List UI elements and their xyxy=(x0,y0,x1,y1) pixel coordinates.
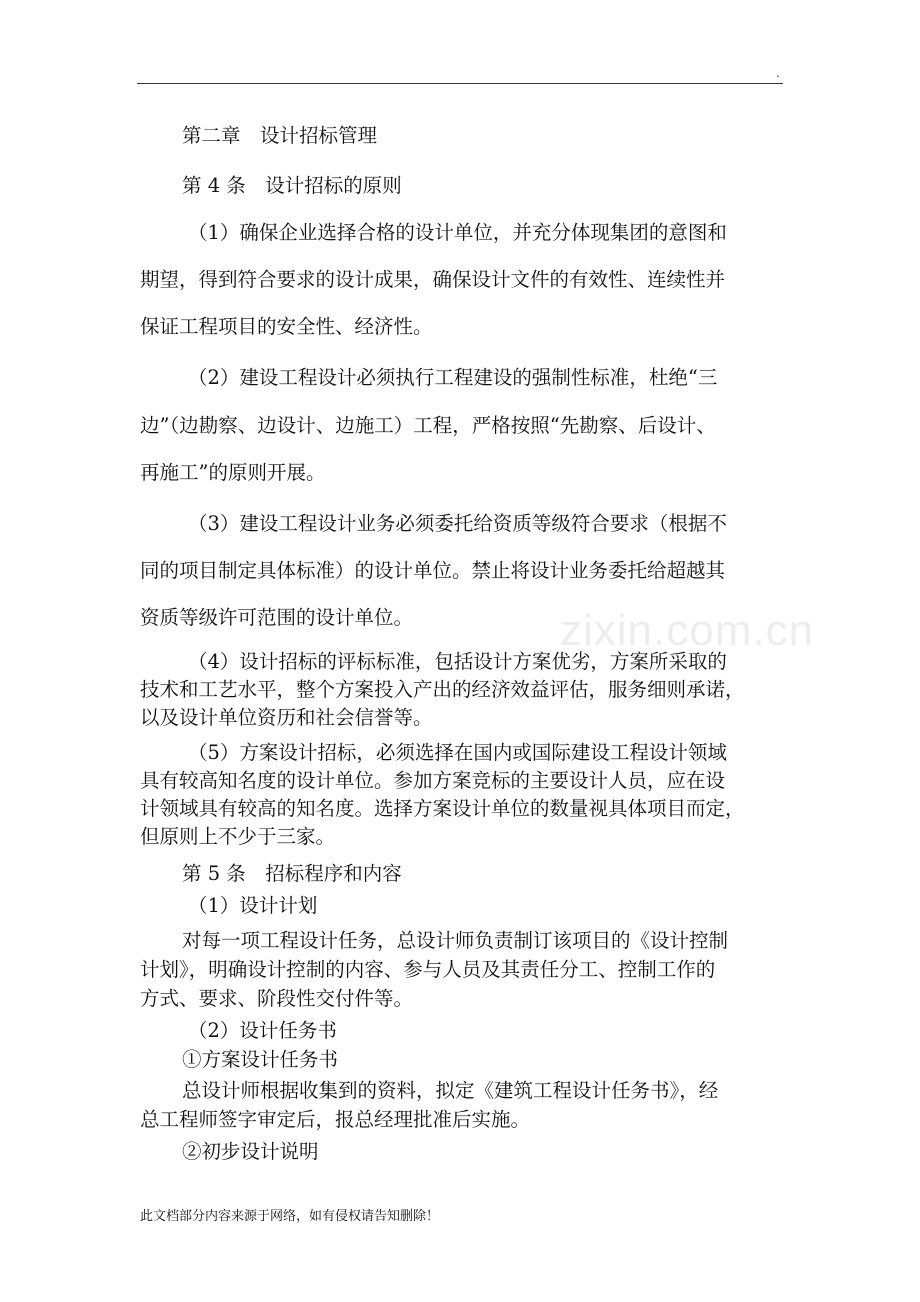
watermark: zixin.com.cn xyxy=(560,606,815,655)
subsection-title: ②初步设计说明 xyxy=(182,1140,319,1163)
paragraph-line: 期望，得到符合要求的设计成果，确保设计文件的有效性、连续性并 xyxy=(140,268,726,291)
paragraph-line: 再施工”的原则开展。 xyxy=(140,461,326,484)
paragraph-line: 同的项目制定具体标准）的设计单位。禁止将设计业务委托给超越其 xyxy=(140,559,726,582)
section-title: （1）设计计划 xyxy=(188,894,318,917)
paragraph-line: 方式、要求、阶段性交付件等。 xyxy=(140,987,414,1010)
section-title: （2）设计任务书 xyxy=(188,1019,337,1042)
paragraph-line: （2）建设工程设计必须执行工程建设的强制性标准，杜绝“三 xyxy=(188,366,718,389)
paragraph-line: 对每一项工程设计任务，总设计师负责制订该项目的《设计控制 xyxy=(182,929,729,952)
paragraph-line: 资质等级许可范围的设计单位。 xyxy=(140,606,414,629)
article-4-title: 第 4 条 设计招标的原则 xyxy=(182,174,402,197)
header-dot: . xyxy=(776,66,780,80)
paragraph-line: （1）确保企业选择合格的设计单位，并充分体现集团的意图和 xyxy=(188,221,727,244)
paragraph-line: 总工程师签字审定后，报总经理批准后实施。 xyxy=(140,1108,531,1131)
footer-notice: 此文档部分内容来源于网络，如有侵权请告知删除！ xyxy=(140,1209,440,1224)
header-rule xyxy=(137,83,783,84)
paragraph-line: （3）建设工程设计业务必须委托给资质等级符合要求（根据不 xyxy=(188,512,727,535)
paragraph-line: 技术和工艺水平，整个方案投入产出的经济效益评估，服务细则承诺， xyxy=(140,678,745,701)
article-5-title: 第 5 条 招标程序和内容 xyxy=(182,862,402,885)
paragraph-line: 保证工程项目的安全性、经济性。 xyxy=(140,315,433,338)
paragraph-line: 总设计师根据收集到的资料，拟定《建筑工程设计任务书》，经 xyxy=(182,1079,719,1102)
subsection-title: ①方案设计任务书 xyxy=(182,1048,339,1071)
paragraph-line: 计划》，明确设计控制的内容、参与人员及其责任分工、控制工作的 xyxy=(140,958,716,981)
paragraph-line: 计领域具有较高的知名度。选择方案设计单位的数量视具体项目而定， xyxy=(140,797,745,820)
chapter-title: 第二章 设计招标管理 xyxy=(182,124,378,147)
paragraph-line: 边”（边勘察、边设计、边施工）工程，严格按照“先勘察、后设计、 xyxy=(140,414,716,437)
paragraph-line: 但原则上不少于三家。 xyxy=(140,825,336,848)
paragraph-line: 具有较高知名度的设计单位。参加方案竞标的主要设计人员，应在设 xyxy=(140,769,726,792)
paragraph-line: 以及设计单位资历和社会信誉等。 xyxy=(140,706,433,729)
paragraph-line: （4）设计招标的评标标准，包括设计方案优劣，方案所采取的 xyxy=(188,650,727,673)
paragraph-line: （5）方案设计招标，必须选择在国内或国际建设工程设计领域 xyxy=(188,741,727,764)
